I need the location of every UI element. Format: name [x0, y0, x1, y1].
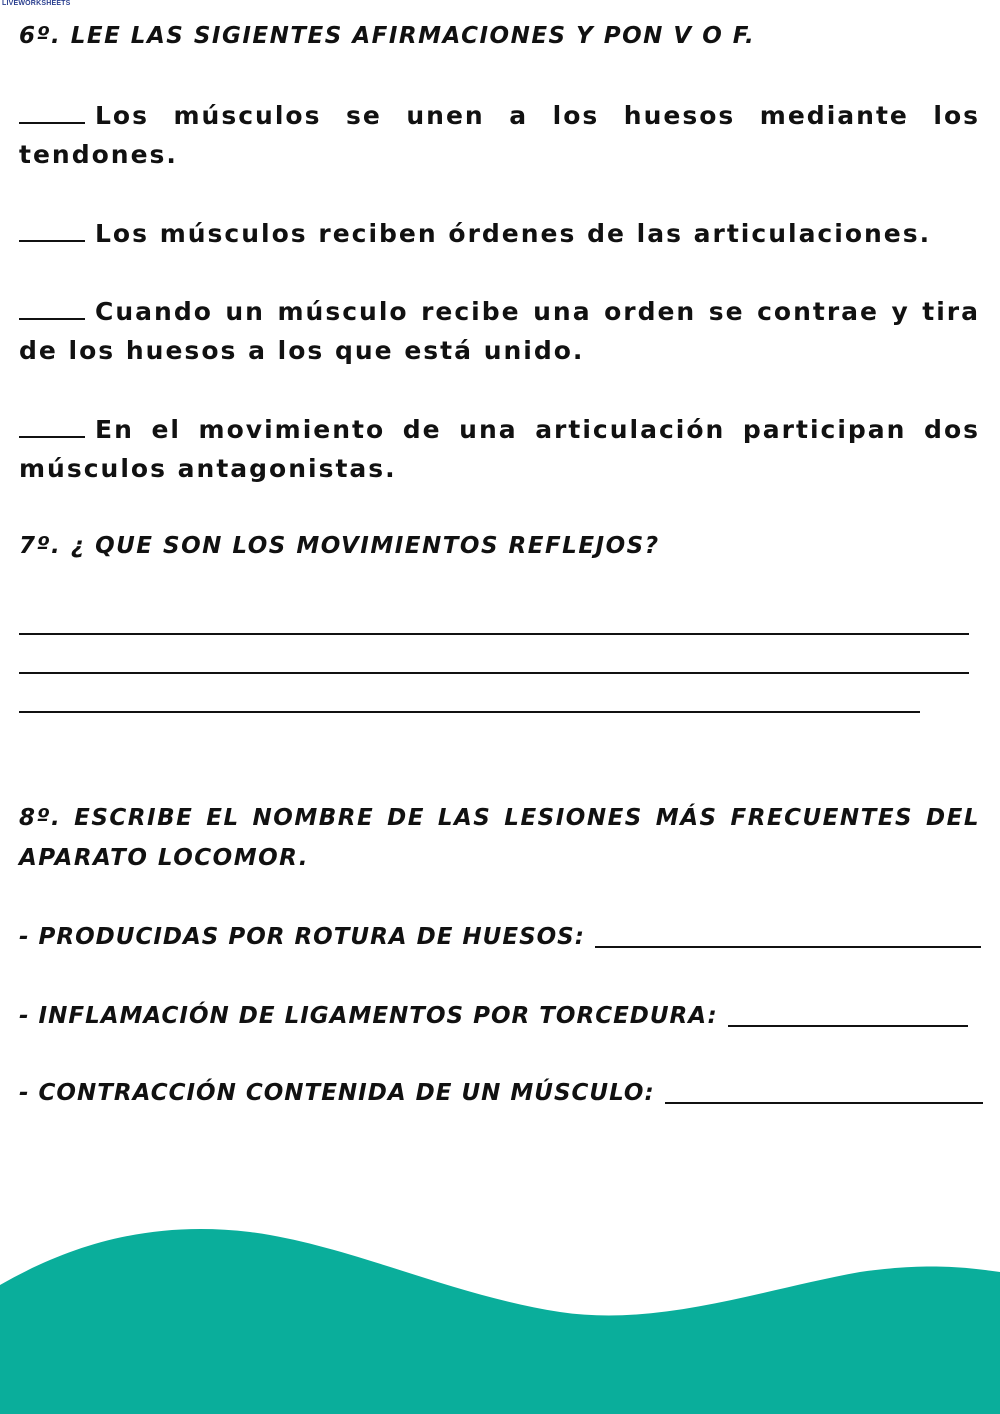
q6-heading: 6º. LEE LAS SIGIENTES AFIRMACIONES Y PON V O F.	[19, 23, 756, 49]
statement-2	[19, 214, 980, 253]
answer-line-1[interactable]	[19, 633, 969, 635]
lesion-item-2-label: - INFLAMACIÓN DE LIGAMENTOS POR TORCEDURA:	[19, 1003, 718, 1029]
lesion-item-1	[19, 922, 981, 952]
statement-4	[19, 410, 980, 488]
lesion-item-3-label: - CONTRACCIÓN CONTENIDA DE UN MÚSCULO:	[19, 1080, 655, 1106]
liveworksheets-logo: LIVEWORKSHEETS	[2, 0, 71, 7]
lesion-item-1-label: - PRODUCIDAS POR ROTURA DE HUESOS:	[19, 924, 585, 950]
lesion-answer-1[interactable]	[595, 926, 981, 948]
wave-shape	[0, 1229, 1000, 1414]
answer-blank-1[interactable]	[19, 100, 85, 124]
statement-2-text: Los músculos reciben órdenes de las articulaciones.	[95, 219, 932, 248]
q8-heading: 8º. ESCRIBE EL NOMBRE DE LAS LESIONES MÁS FRECUENTES DEL APARATO LOCOMOR.	[19, 805, 980, 871]
lesion-item-3	[19, 1078, 983, 1108]
q7-heading: 7º. ¿ QUE SON LOS MOVIMIENTOS REFLEJOS?	[19, 533, 660, 559]
lesion-item-2	[19, 1001, 968, 1031]
decorative-wave	[0, 1200, 1000, 1414]
statement-3	[19, 292, 980, 370]
lesion-answer-2[interactable]	[728, 1005, 968, 1027]
answer-blank-2[interactable]	[19, 218, 85, 242]
statement-3-text: Cuando un músculo recibe una orden se contrae y tira de los huesos a los que está unido.	[19, 297, 980, 365]
answer-blank-3[interactable]	[19, 296, 85, 320]
lesion-answer-3[interactable]	[665, 1082, 983, 1104]
answer-blank-4[interactable]	[19, 414, 85, 438]
answer-line-3[interactable]	[19, 711, 920, 713]
statement-1-text: Los músculos se unen a los huesos mediante los tendones.	[19, 101, 980, 169]
statement-4-text: En el movimiento de una articulación participan dos músculos antagonistas.	[19, 415, 980, 483]
answer-line-2[interactable]	[19, 672, 969, 674]
statement-1	[19, 96, 980, 174]
